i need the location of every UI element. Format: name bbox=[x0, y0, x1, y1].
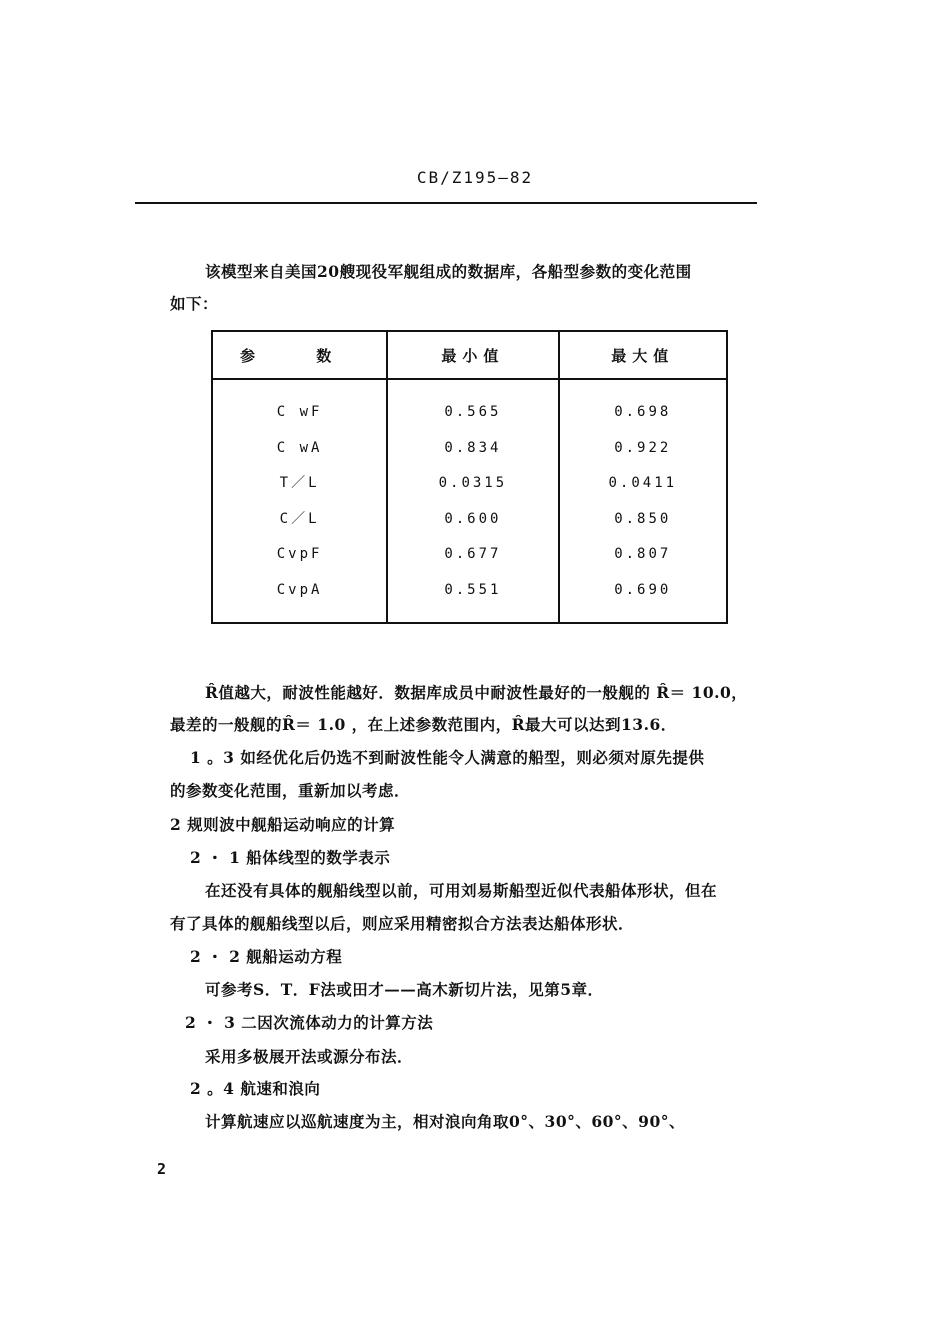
document-code-header: CB/Z195—82 bbox=[416, 168, 534, 187]
max-cell: 0.922 bbox=[614, 439, 672, 456]
param-cell: CvpA bbox=[276, 581, 323, 598]
param-cell: T／L bbox=[279, 475, 320, 491]
min-cell: 0.677 bbox=[444, 546, 502, 562]
header-rule bbox=[135, 202, 757, 204]
subsection-heading-2-1: 2 ・ 1 船体线型的数学表示 bbox=[190, 848, 391, 867]
param-cell: C wA bbox=[276, 439, 323, 456]
intro-line-1: 该模型来自美国20艘现役军舰组成的数据库，各船型参数的变化范围 bbox=[205, 262, 692, 281]
min-cell: 0.834 bbox=[444, 439, 502, 456]
body-line-1: R̂值越大，耐波性能越好．数据库成员中耐波性最好的一般舰的 R̂＝ 10.0， bbox=[205, 683, 748, 702]
body-line-10: 可参考S．T．F法或田才——高木新切片法，见第5章． bbox=[205, 980, 604, 999]
intro-line-2: 如下： bbox=[170, 294, 219, 313]
parameter-range-table bbox=[211, 330, 728, 624]
param-column bbox=[212, 379, 387, 623]
subsection-heading-2-2: 2 ・ 2 舰船运动方程 bbox=[190, 947, 343, 966]
param-cell: C wF bbox=[276, 404, 323, 420]
table-body-row bbox=[212, 379, 727, 623]
max-cell: 0.0411 bbox=[608, 475, 678, 491]
body-line-12: 采用多极展开法或源分布法． bbox=[205, 1047, 414, 1066]
max-cell: 0.850 bbox=[614, 510, 672, 527]
section-heading-2: 2 规则波中舰船运动响应的计算 bbox=[170, 815, 396, 834]
max-cell: 0.807 bbox=[614, 546, 672, 562]
body-line-4: 的参数变化范围，重新加以考虑． bbox=[170, 781, 411, 800]
body-line-7: 在还没有具体的舰船线型以前，可用刘易斯船型近似代表船体形状，但在 bbox=[205, 881, 718, 900]
header-param: 参 数 bbox=[212, 331, 387, 379]
table-header-row bbox=[212, 331, 727, 379]
min-cell: 0.551 bbox=[444, 581, 502, 598]
header-min: 最小值 bbox=[387, 331, 558, 379]
min-cell: 0.565 bbox=[444, 404, 502, 420]
body-line-14: 计算航速应以巡航速度为主，相对浪向角取0°、30°、60°、90°、 bbox=[205, 1112, 685, 1131]
subsection-heading-2-3: 2 ・ 3 二因次流体动力的计算方法 bbox=[185, 1013, 434, 1032]
body-line-8: 有了具体的舰船线型以后，则应采用精密拟合方法表达船体形状． bbox=[170, 914, 635, 933]
param-cell: CvpF bbox=[276, 546, 323, 562]
min-column bbox=[387, 379, 558, 623]
body-line-2: 最差的一般舰的R̂＝ 1.0 ，在上述参数范围内，R̂最大可以达到13.6． bbox=[170, 715, 677, 734]
param-cell: C／L bbox=[279, 510, 320, 527]
min-cell: 0.600 bbox=[444, 510, 502, 527]
page-number: 2 bbox=[157, 1160, 167, 1178]
min-cell: 0.0315 bbox=[438, 475, 508, 491]
max-cell: 0.690 bbox=[614, 581, 672, 598]
subsection-heading-2-4: 2 。4 航速和浪向 bbox=[190, 1079, 321, 1098]
max-column bbox=[559, 379, 727, 623]
max-cell: 0.698 bbox=[614, 404, 672, 420]
body-line-3: 1 。3 如经优化后仍选不到耐波性能令人满意的船型，则必须对原先提供 bbox=[190, 748, 705, 767]
header-max: 最大值 bbox=[559, 331, 727, 379]
